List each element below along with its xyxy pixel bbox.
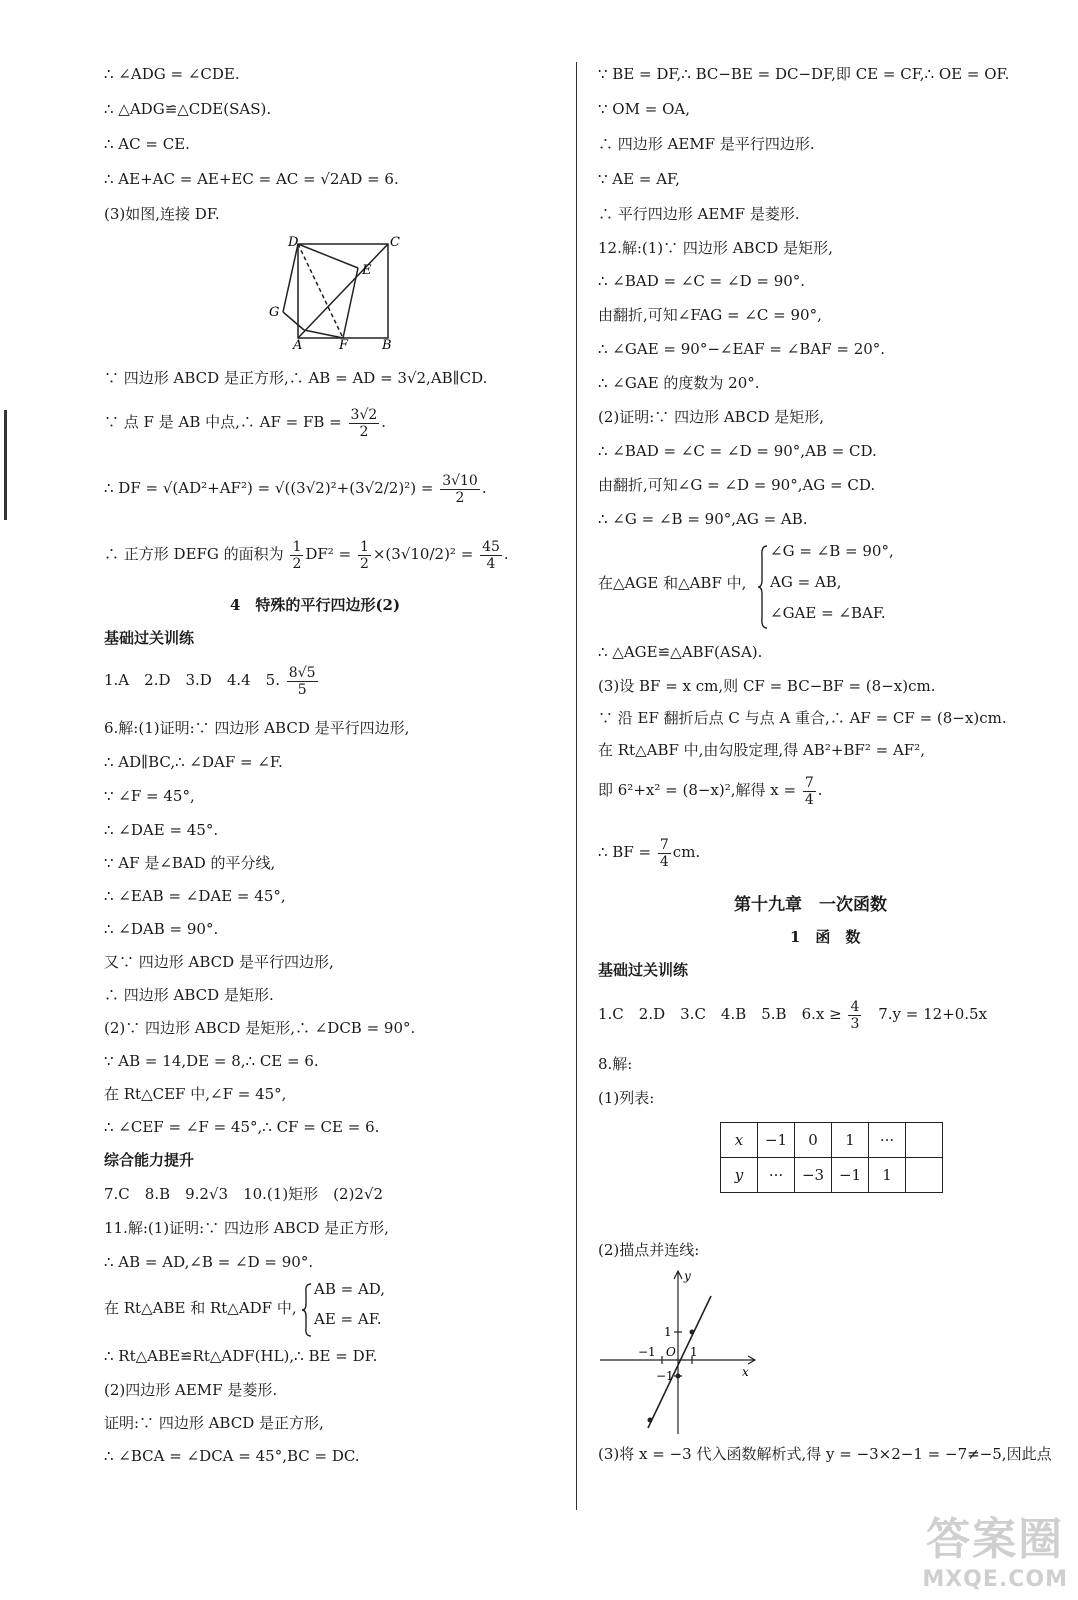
text-line: ∴ BF = $\frac{7}{4}$ cm.: [598, 836, 701, 870]
label-D: D: [288, 236, 299, 250]
function-graph: [598, 1268, 768, 1438]
section-heading: 基础过关训练: [104, 629, 195, 647]
brace-line: ∠GAE = ∠BAF.: [770, 604, 886, 622]
text-line: ∵ AE = AF,: [598, 170, 680, 188]
text-line: ∴ ∠GAE 的度数为 20°.: [598, 374, 760, 392]
section-title: 1 函 数: [790, 928, 861, 946]
text-line: ∴ AB = AD,∠B = ∠D = 90°.: [104, 1253, 314, 1271]
brace-icon: [758, 544, 768, 630]
text-line: (3)设 BF = x cm,则 CF = BC−BF = (8−x)cm.: [598, 677, 936, 695]
label-B: B: [382, 338, 392, 350]
text-line: ∵ 沿 EF 翻折后点 C 与点 A 重合,∴ AF = CF = (8−x)cm.: [598, 709, 1007, 727]
fraction: $\frac{7}{4}$: [804, 774, 814, 808]
table-cell: ···: [869, 1123, 906, 1158]
scan-edge-mark: [4, 410, 7, 520]
text-line: 由翻折,可知∠FAG = ∠C = 90°,: [598, 306, 822, 324]
text-line: (3)如图,连接 DF.: [104, 205, 220, 223]
text-line: ∴ 正方形 DEFG 的面积为 $\frac{1}{2}$ DF² = $\frac{1}{2}$ ×(3√10/2)² = $\frac{45}{4}$ .: [104, 538, 509, 572]
fraction: $\frac{3√10}{2}$: [442, 472, 478, 506]
text-line: (3)将 x = −3 代入函数解析式,得 y = −3×2−1 = −7≠−5,因此点: [598, 1445, 1052, 1463]
text-line: 11.解:(1)证明:∵ 四边形 ABCD 是正方形,: [104, 1219, 389, 1237]
watermark-text: 答案圈: [926, 1514, 1065, 1565]
tick-label: −1: [638, 1345, 656, 1359]
tick-label: −1: [656, 1369, 674, 1383]
brace-line: AG = AB,: [770, 573, 842, 591]
text-line: ∴ 四边形 ABCD 是矩形.: [104, 986, 274, 1004]
text-line: ∵ 点 F 是 AB 中点,∴ AF = FB = $\frac{3√2}{2}$ .: [104, 406, 387, 440]
answer-line: [104, 662, 320, 698]
text-line: ∴ 平行四边形 AEMF 是菱形.: [598, 205, 800, 223]
text-line: 又∵ 四边形 ABCD 是平行四边形,: [104, 953, 334, 971]
table-cell: [906, 1123, 943, 1158]
graph-point: [690, 1330, 695, 1335]
text-line: ∵ ∠F = 45°,: [104, 787, 195, 805]
table-cell: 1: [832, 1123, 869, 1158]
label-G: G: [269, 305, 280, 320]
label-C: C: [390, 236, 400, 250]
text-line: 即 6²+x² = (8−x)²,解得 x = $\frac{7}{4}$ .: [598, 774, 823, 808]
text-line: (2)证明:∵ 四边形 ABCD 是矩形,: [598, 408, 825, 426]
label-F: F: [339, 338, 349, 350]
text-line: ∴ ∠CEF = ∠F = 45°,∴ CF = CE = 6.: [104, 1118, 380, 1136]
text-line: ∵ 四边形 ABCD 是正方形,∴ AB = AD = 3√2,AB∥CD.: [104, 369, 488, 387]
fraction: $\frac{7}{4}$: [659, 836, 669, 870]
line-text: 1.A 2.D 3.D 4.4 5.: [104, 671, 280, 689]
text-line: ∴ ∠BAD = ∠C = ∠D = 90°,AB = CD.: [598, 442, 877, 460]
brace-line: AB = AD,: [314, 1280, 386, 1298]
chapter-title: 第十九章 一次函数: [734, 895, 887, 915]
tick-label: O: [666, 1345, 676, 1359]
line-text: ∵ 点 F 是 AB 中点,∴ AF = FB =: [104, 413, 342, 431]
line-text: ∴ DF = √(AD²+AF²) = √((3√2)²+(3√2/2)²) =: [104, 479, 434, 497]
graph-point: [648, 1418, 653, 1423]
label-A: A: [293, 338, 303, 350]
tick-label: 1: [690, 1345, 698, 1359]
line-text: 1.C 2.D 3.C 4.B 5.B 6.x ≥: [598, 1005, 842, 1023]
text-line: 6.解:(1)证明:∵ 四边形 ABCD 是平行四边形,: [104, 719, 410, 737]
section-heading: 综合能力提升: [104, 1151, 195, 1169]
text-line: ∴ AD∥BC,∴ ∠DAF = ∠F.: [104, 753, 283, 771]
table-cell: 0: [795, 1123, 832, 1158]
axis-label-x: x: [742, 1365, 749, 1379]
section-heading: 基础过关训练: [598, 961, 689, 979]
text-line: 12.解:(1)∵ 四边形 ABCD 是矩形,: [598, 239, 833, 257]
fraction: $\frac{1}{2}$: [359, 538, 369, 572]
text-line: ∴ △ADG≌△CDE(SAS).: [104, 100, 272, 118]
text-line: (2)∵ 四边形 ABCD 是矩形,∴ ∠DCB = 90°.: [104, 1019, 416, 1037]
fraction: $\frac{45}{4}$: [482, 538, 500, 572]
text-line: ∴ ∠ADG = ∠CDE.: [104, 65, 240, 83]
text-line: ∵ BE = DF,∴ BC−BE = DC−DF,即 CE = CF,∴ OE = OF.: [598, 65, 1010, 83]
table-cell: −1: [758, 1123, 795, 1158]
section-title: 4 特殊的平行四边形(2): [230, 596, 401, 614]
line-text: 7.y = 12+0.5x: [878, 1005, 988, 1023]
text-line: ∴ AE+AC = AE+EC = AC = √2AD = 6.: [104, 170, 399, 188]
watermark-logo: [922, 1503, 1068, 1592]
text-line: ∴ ∠GAE = 90°−∠EAF = ∠BAF = 20°.: [598, 340, 886, 358]
text-line: 证明:∵ 四边形 ABCD 是正方形,: [104, 1414, 324, 1432]
text-line: ∴ ∠DAB = 90°.: [104, 920, 219, 938]
fraction: $\frac{3√2}{2}$: [350, 406, 378, 440]
axis-label-y: y: [684, 1269, 691, 1283]
text-line: ∴ ∠G = ∠B = 90°,AG = AB.: [598, 510, 808, 528]
fraction: $\frac{4}{3}$: [850, 998, 860, 1032]
graph-point: [676, 1374, 681, 1379]
line-text: ∴ 正方形 DEFG 的面积为: [104, 545, 284, 563]
fraction: $\frac{1}{2}$: [292, 538, 302, 572]
text-line: ∴ AC = CE.: [104, 135, 190, 153]
brace-icon: [302, 1282, 312, 1338]
line-text: 即 6²+x² = (8−x)²,解得 x =: [598, 781, 797, 799]
text-line: ∵ AB = 14,DE = 8,∴ CE = 6.: [104, 1052, 319, 1070]
text-line: ∴ ∠EAB = ∠DAE = 45°,: [104, 887, 286, 905]
brace-line: AE = AF.: [314, 1310, 382, 1328]
text-line: ∴ ∠BAD = ∠C = ∠D = 90°.: [598, 272, 806, 290]
line-text: ∴ BF =: [598, 843, 652, 861]
table-row: [721, 1123, 943, 1158]
text-line: 8.解:: [598, 1055, 633, 1073]
text-line: 在 Rt△ABF 中,由勾股定理,得 AB²+BF² = AF²,: [598, 741, 925, 759]
table-cell: −3: [795, 1158, 832, 1193]
answer-line: 7.C 8.B 9.2√3 10.(1)矩形 (2)2√2: [104, 1185, 384, 1203]
text-line: ∵ AF 是∠BAD 的平分线,: [104, 854, 276, 872]
brace-line: ∠G = ∠B = 90°,: [770, 542, 894, 560]
table-cell: y: [721, 1158, 758, 1193]
text-line: (2)描点并连线:: [598, 1241, 700, 1259]
text-line: ∴ ∠DAE = 45°.: [104, 821, 219, 839]
text-line: ∴ Rt△ABE≌Rt△ADF(HL),∴ BE = DF.: [104, 1347, 378, 1365]
fraction: $\frac{8√5}{5}$: [288, 664, 316, 698]
text-line: ∴ DF = √(AD²+AF²) = √((3√2)²+(3√2/2)²) = $\frac{3√10}{2}$ .: [104, 472, 487, 506]
text-line: ∴ △AGE≌△ABF(ASA).: [598, 643, 763, 661]
text-line: 在△AGE 和△ABF 中,: [598, 574, 747, 592]
table-cell: 1: [869, 1158, 906, 1193]
table-cell: −1: [832, 1158, 869, 1193]
text-line: 在 Rt△CEF 中,∠F = 45°,: [104, 1085, 287, 1103]
column-divider: [576, 62, 577, 1510]
text-line: 在 Rt△ABE 和 Rt△ADF 中,: [104, 1299, 297, 1317]
square-figure: [266, 236, 400, 350]
table-row: [721, 1158, 943, 1193]
text-line: (1)列表:: [598, 1089, 655, 1107]
text-line: ∵ OM = OA,: [598, 100, 690, 118]
label-E: E: [362, 263, 372, 278]
tick-label: 1: [664, 1325, 672, 1339]
answer-line: [598, 996, 987, 1032]
text-line: ∴ ∠BCA = ∠DCA = 45°,BC = DC.: [104, 1447, 360, 1465]
text-line: (2)四边形 AEMF 是菱形.: [104, 1381, 278, 1399]
text-line: ∴ 四边形 AEMF 是平行四边形.: [598, 135, 815, 153]
watermark-url: MXQE.COM: [922, 1567, 1068, 1592]
value-table: [720, 1122, 943, 1193]
table-cell: ···: [758, 1158, 795, 1193]
table-cell: x: [721, 1123, 758, 1158]
text-line: 由翻折,可知∠G = ∠D = 90°,AG = CD.: [598, 476, 876, 494]
table-cell: [906, 1158, 943, 1193]
